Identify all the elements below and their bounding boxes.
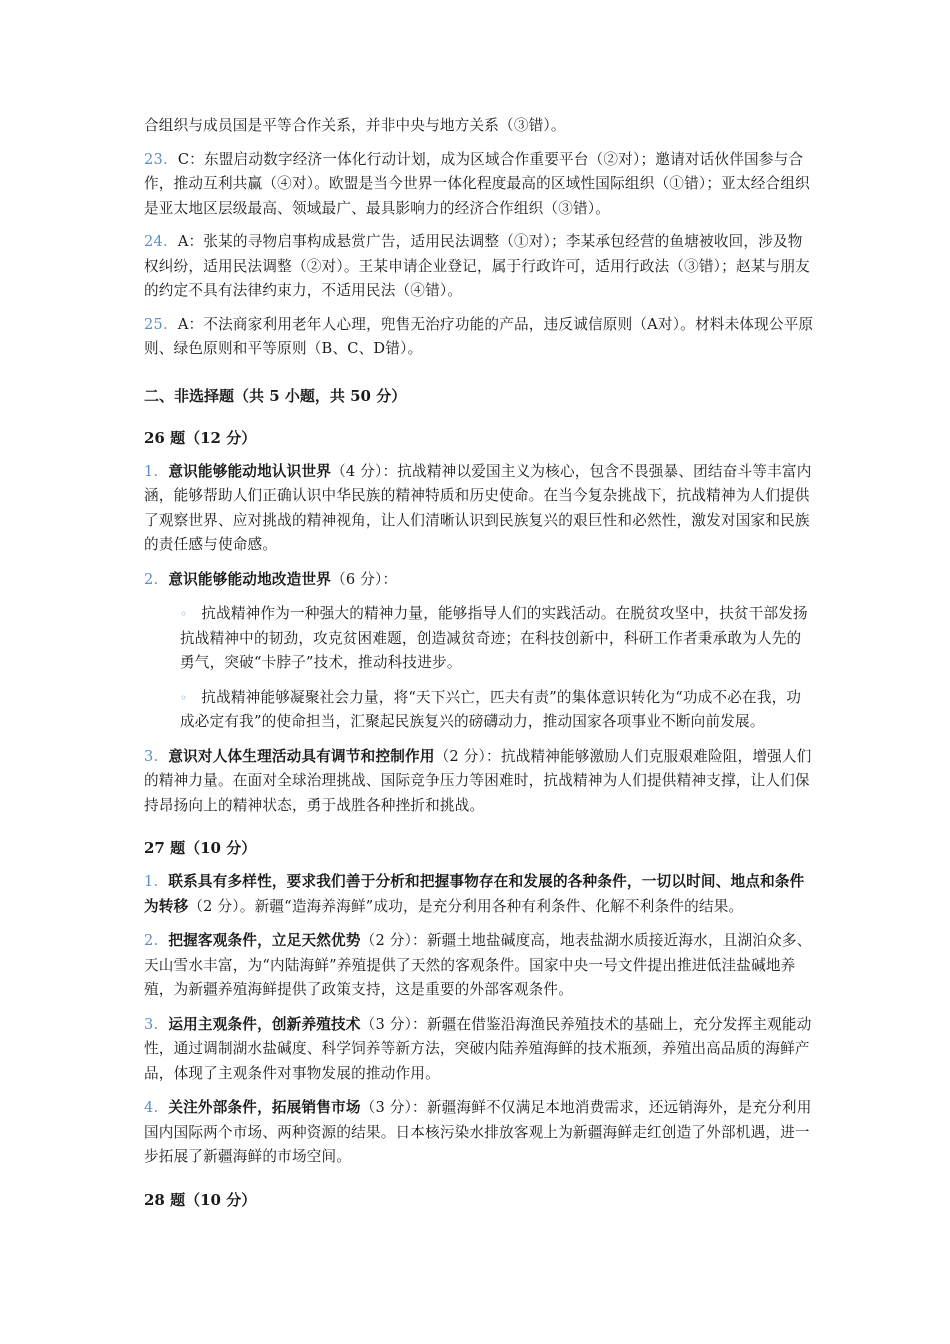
item-lead: 意识能够能动地改造世界 xyxy=(168,570,332,588)
subitem-text: 抗战精神能够凝聚社会力量，将“天下兴亡，匹夫有责”的集体意识转化为“功成不必在我，功成必定有我”的使命担当，汇聚起民族复兴的磅礴动力，推动国家各项事业不断向前发展。 xyxy=(180,688,802,730)
answer-24 xyxy=(144,230,814,304)
answer-text: A：张某的寻物启事构成悬赏广告，适用民法调整（①对）；李某承包经营的鱼塘被收回，涉及物权纠纷，适用民法调整（②对）。王某申请企业登记，属于行政许可，适用行政法（③错）；赵某与朋友的约定不具有法律约束力，不适用民法（④错）。 xyxy=(144,233,810,299)
q26-item-3 xyxy=(144,745,814,819)
q26-subitem-1 xyxy=(180,602,814,676)
bullet-icon: ◦ xyxy=(180,690,188,705)
item-text: 新疆海鲜不仅满足本地消费需求，还远销海外，是充分利用国内国际两个市场、两种资源的结果。日本核污染水排放客观上为新疆海鲜走红创造了外部机遇，进一步拓展了新疆海鲜的市场空间。 xyxy=(144,1099,812,1165)
item-score: （2 分）。 xyxy=(188,897,255,915)
answer-text: A：不法商家利用老年人心理，兜售无治疗功能的产品，违反诚信原则（A对）。材料未体现公平原则、绿色原则和平等原则（B、C、D错）。 xyxy=(144,315,814,357)
item-number: 2. xyxy=(144,570,159,588)
question-28-title: 28 题（10 分） xyxy=(144,1190,257,1209)
bullet-icon: ◦ xyxy=(180,607,188,621)
item-lead: 意识能够能动地认识世界 xyxy=(168,462,332,480)
q27-item-4 xyxy=(144,1096,814,1170)
top-fragment: 合组织与成员国是平等合作关系，并非中央与地方关系（③错）。 xyxy=(144,117,566,134)
section-heading: 二、非选择题（共 5 小题，共 50 分） xyxy=(144,386,407,405)
q27-item-1 xyxy=(144,870,814,919)
item-lead: 运用主观条件，创新养殖技术 xyxy=(168,1015,361,1033)
item-lead: 把握客观条件，立足天然优势 xyxy=(168,932,361,949)
question-26-title: 26 题（12 分） xyxy=(144,428,257,447)
answer-text: C：东盟启动数字经济一体化行动计划，成为区域合作重要平台（②对）；邀请对话伙伴国参与合作，推动互利共赢（④对）。欧盟是当今世界一体化程度最高的区域性国际组织（①错）；亚太经合组织是亚太地区层级最高、领域最广、最具影响力的经济合作组织（③错）。 xyxy=(144,150,810,217)
q27-item-3 xyxy=(144,1013,814,1087)
question-27-title: 27 题（10 分） xyxy=(144,839,257,857)
item-text: 抗战精神以爱国主义为核心，包含不畏强暴、团结奋斗等丰富内涵，能够帮助人们正确认识中华民族的精神特质和历史使命。在当今复杂挑战下，抗战精神为人们提供了观察世界、应对挑战的精神视角，让人们清晰认识到民族复兴的艰巨性和必然性，激发对国家和民族的责任感与使命感。 xyxy=(144,462,812,553)
item-score: （3 分）： xyxy=(360,1099,427,1116)
item-text: 抗战精神能够激励人们克服艰难险阻，增强人们的精神力量。在面对全球治理挑战、国际竞争压力等困难时，抗战精神为人们提供精神支撑，让人们保持昂扬向上的精神状态，勇于战胜各种挫折和挑战。 xyxy=(144,747,812,814)
item-text: 新疆在借鉴沿海渔民养殖技术的基础上，充分发挥主观能动性，通过调制湖水盐碱度、科学饲养等新方法，突破内陆养殖海鲜的技术瓶颈，养殖出高品质的海鲜产品，体现了主观条件对事物发展的推动作用。 xyxy=(144,1015,812,1082)
item-number: 1. xyxy=(144,462,159,480)
answer-25 xyxy=(144,313,814,362)
item-number: 3. xyxy=(144,1015,159,1033)
item-lead: 联系具有多样性，要求我们善于分析和把握事物存在和发展的各种条件，一切以时间、地点和条件为转移 xyxy=(144,873,805,915)
item-text: 新疆“造海养海鲜”成功，是充分利用各种有利条件、化解不利条件的结果。 xyxy=(254,897,744,915)
item-number: 3. xyxy=(144,747,159,765)
item-score: （2 分）： xyxy=(360,932,427,949)
item-text: 新疆土地盐碱度高，地表盐湖水质接近海水，且湖泊众多、天山雪水丰富，为“内陆海鲜”养殖提供了天然的客观条件。国家中央一号文件提出推进低洼盐碱地养殖，为新疆养殖海鲜提供了政策支持，这是重要的外部客观条件。 xyxy=(144,932,812,998)
q26-item-2 xyxy=(144,568,814,593)
item-lead: 关注外部条件，拓展销售市场 xyxy=(168,1099,361,1116)
answer-number: 24. xyxy=(144,233,168,250)
item-number: 2. xyxy=(144,932,159,949)
item-number: 4. xyxy=(144,1099,159,1116)
q26-item-1 xyxy=(144,460,814,558)
item-score: （2 分）： xyxy=(434,747,501,765)
answer-number: 23. xyxy=(144,150,168,168)
item-score: （3 分）： xyxy=(360,1015,427,1033)
q26-subitem-2 xyxy=(180,686,814,735)
item-score: （6 分）： xyxy=(331,570,398,588)
answer-23 xyxy=(144,148,814,222)
answer-number: 25. xyxy=(144,315,168,333)
subitem-text: 抗战精神作为一种强大的精神力量，能够指导人们的实践活动。在脱贫攻坚中，扶贫干部发扬抗战精神中的韧劲，攻克贫困难题，创造减贫奇迹；在科技创新中，科研工作者秉承敢为人先的勇气，突破“卡脖子”技术，推动科技进步。 xyxy=(180,605,808,671)
item-score: （4 分）： xyxy=(331,462,398,480)
q27-item-2 xyxy=(144,929,814,1003)
item-lead: 意识对人体生理活动具有调节和控制作用 xyxy=(168,747,435,765)
item-number: 1. xyxy=(144,873,159,890)
document-body xyxy=(144,114,814,1222)
